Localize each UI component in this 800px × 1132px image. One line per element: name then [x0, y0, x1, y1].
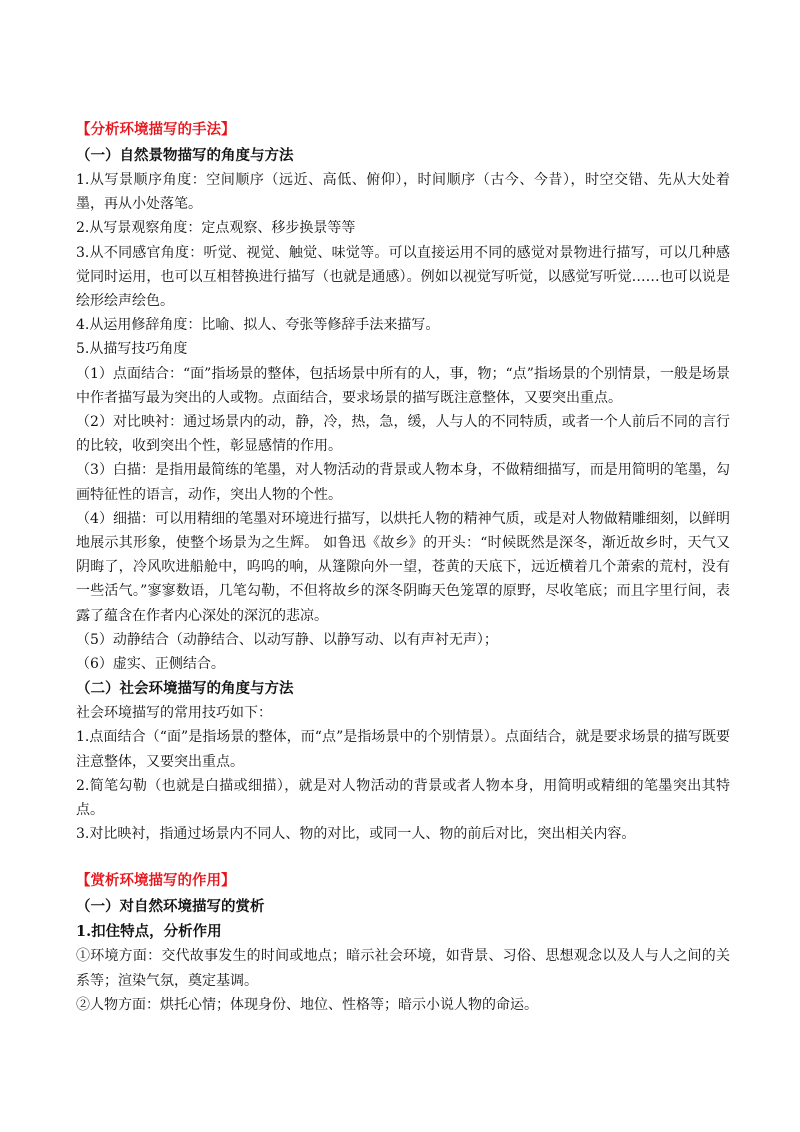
paragraph: 1.点面结合（“面”是指场景的整体，而“点”是指场景中的个别情景）。点面结合，就是要求场景的描写既要注意整体，又要突出重点。: [76, 729, 730, 770]
subheading-features-effects: 1.扣住特点，分析作用: [76, 923, 222, 941]
paragraph: 4.从运用修辞角度：比喻、拟人、夸张等修辞手法来描写。: [76, 317, 440, 334]
paragraph: 2.简笔勾勒（也就是白描或细描），就是对人物活动的背景或者人物本身，用简明或精细的笔墨突出其特点。: [76, 777, 730, 819]
paragraph: 3.对比映衬，指通过场景内不同人、物的对比，或同一人、物的前后对比，突出相关内容。: [76, 826, 636, 843]
paragraph: ②人物方面：烘托心情；体现身份、地位、性格等；暗示小说人物的命运。: [76, 996, 538, 1013]
paragraph: 社会环境描写的常用技巧如下：: [76, 705, 272, 722]
paragraph: 1.从写景顺序角度：空间顺序（远近、高低、俯仰），时间顺序（古今、今昔），时空交错、先从大处着墨，再从小处落笔。: [76, 172, 730, 213]
paragraph: 2.从写景观察角度：定点观察、移步换景等等: [76, 220, 356, 237]
subheading-social-environment: （二）社会环境描写的角度与方法: [76, 680, 294, 698]
paragraph: （1）点面结合：“面”指场景的整体，包括场景中所有的人，事，物；“点”指场景的个别情景，一般是场景中作者描写最为突出的人或物。点面结合，要求场景的描写既注意整体，又要突出重点。: [76, 365, 730, 406]
paragraph: （2）对比映衬：通过场景内的动，静，冷，热，急，缓，人与人的不同特质，或者一个人前后不同的言行的比较，收到突出个性，彰显感情的作用。: [76, 414, 730, 455]
paragraph: 5.从描写技巧角度: [76, 341, 188, 358]
paragraph: ①环境方面：交代故事发生的时间或地点；暗示社会环境，如背景、习俗、思想观念以及人与人之间的关系等；渲染气氛，奠定基调。: [76, 948, 730, 989]
paragraph: 3.从不同感官角度：听觉、视觉、触觉、味觉等。可以直接运用不同的感觉对景物进行描写，可以几种感觉同时运用，也可以互相替换进行描写（也就是通感）。例如以视觉写听觉，以感觉写听觉……也可以说是绘形绘声绘色。: [76, 244, 730, 310]
section-spacer: [76, 846, 730, 868]
paragraph: （6）虚实、正侧结合。: [76, 656, 225, 673]
section-title-analysis-methods: 【分析环境描写的手法】: [76, 121, 236, 138]
paragraph: （5）动静结合（动静结合、以动写静、以静写动、以有声衬无声）；: [76, 631, 498, 648]
subheading-natural-scenery: （一）自然景物描写的角度与方法: [76, 147, 294, 164]
section-title-appreciation: 【赏析环境描写的作用】: [76, 872, 236, 890]
paragraph: （3）白描：是指用最简练的笔墨，对人物活动的背景或人物本身，不做精细描写，而是用简明的笔墨，勾画特征性的语言，动作，突出人物的个性。: [76, 462, 730, 503]
subheading-natural-appreciation: （一）对自然环境描写的赏析: [76, 898, 265, 916]
paragraph: （4）细描：可以用精细的笔墨对环境进行描写，以烘托人物的精神气质，或是对人物做精雕细刻，以鲜明地展示其形象，使整个场景为之生辉。 如鲁迅《故乡》的开头：“时候既然是深冬，渐近故乡时，天气又阴晦了，冷风吹进船舱中，呜呜的响，从篷隙向外一望，苍黄的天底下，远近横着几个萧索的荒村，没有一些活气。”寥寥数语，几笔勾勒，不但将故乡的深冬阴晦天色笼罩的原野，尽收笔底；而且字里行间，表露了蕴含在作者内心深处的深沉的悲凉。: [76, 510, 730, 624]
